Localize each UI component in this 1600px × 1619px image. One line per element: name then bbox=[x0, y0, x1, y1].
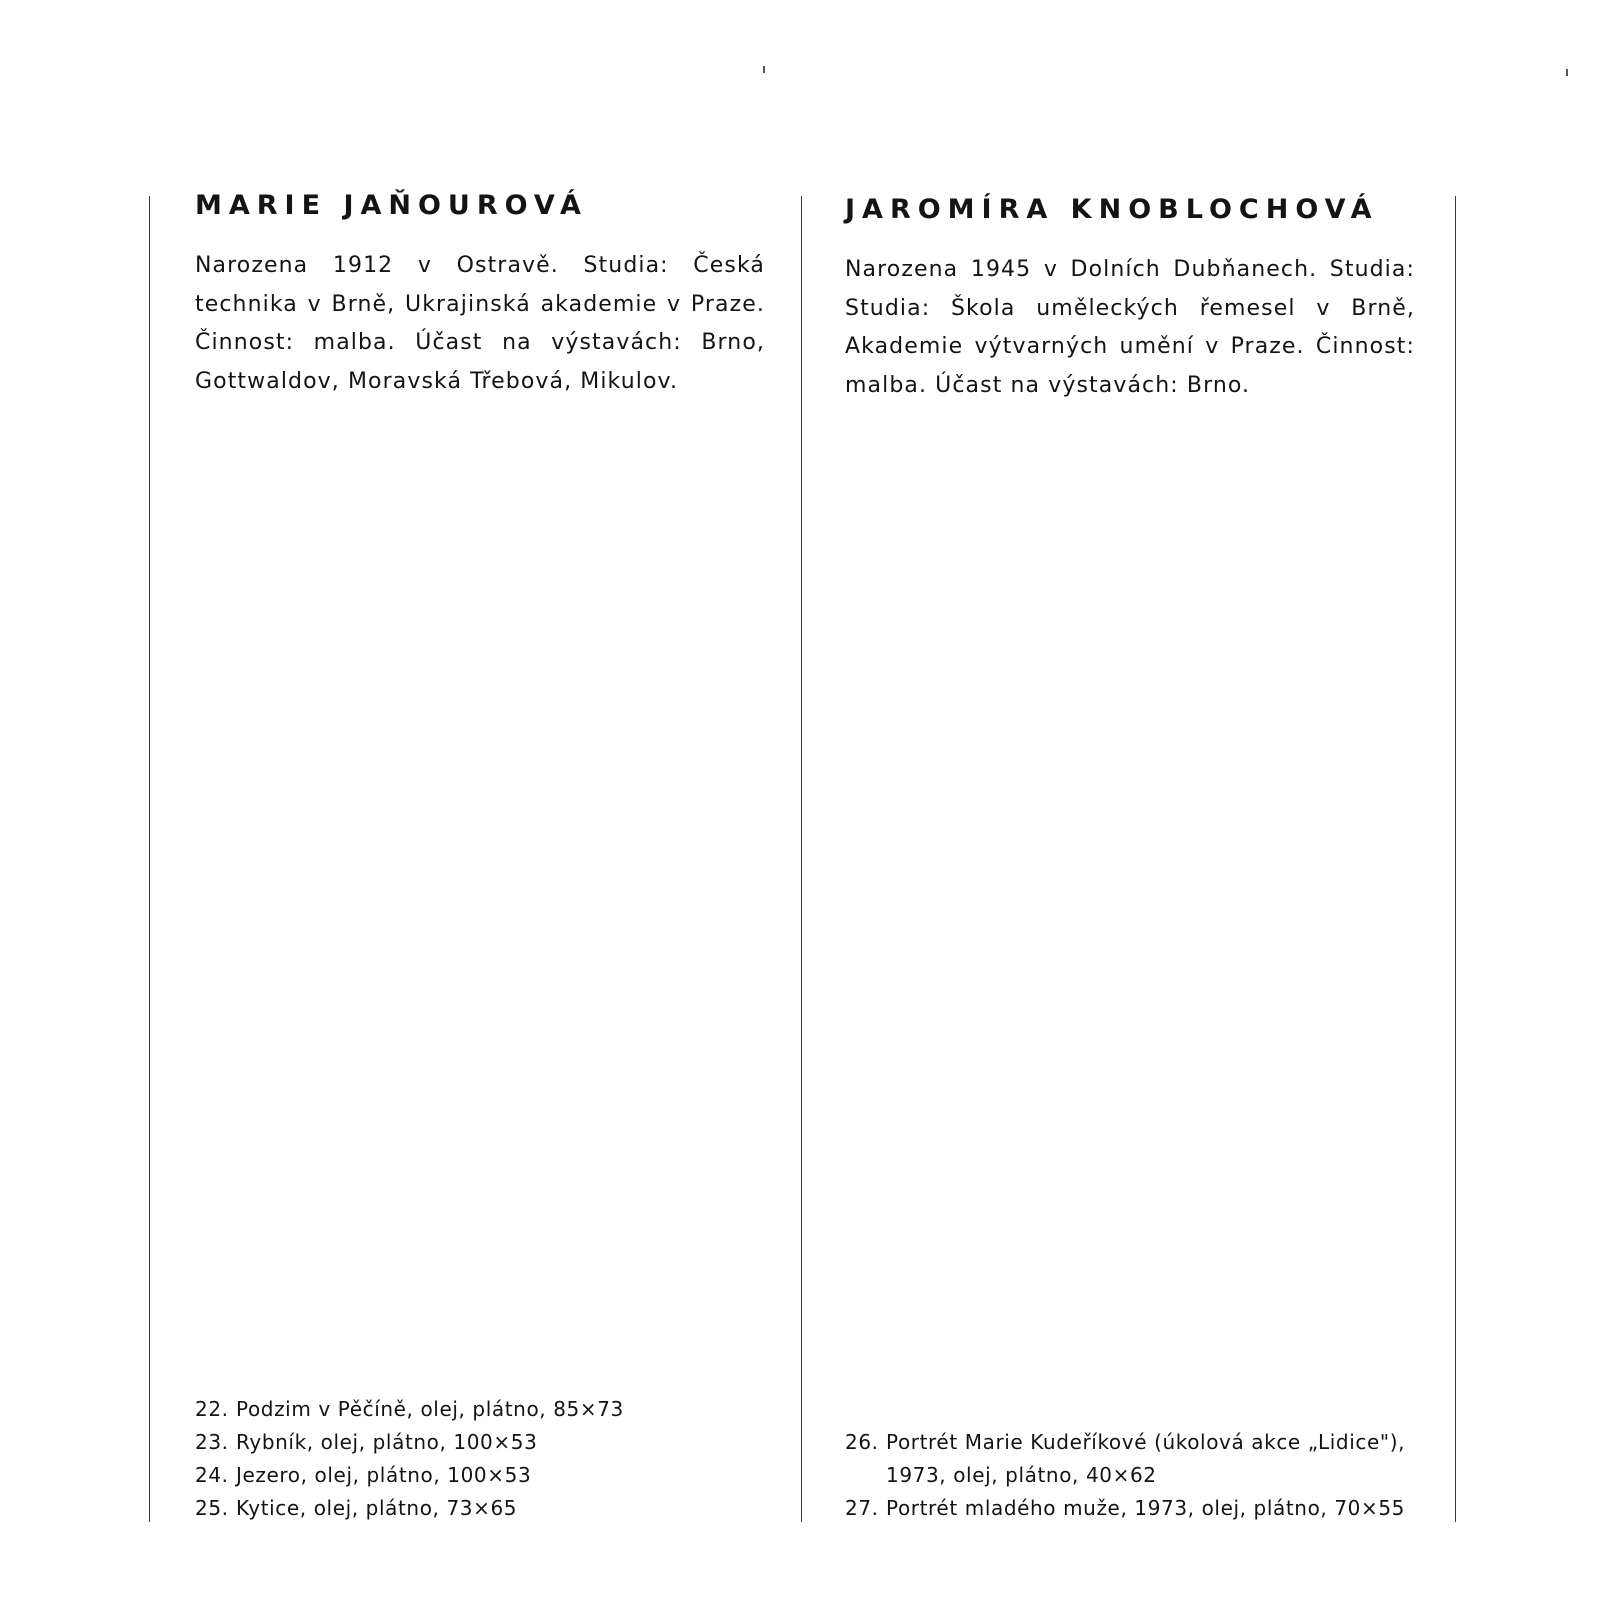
work-item bbox=[845, 1426, 1425, 1492]
works-list-right bbox=[845, 1426, 1425, 1525]
work-item bbox=[195, 1393, 755, 1426]
artist-column-right bbox=[845, 194, 1415, 405]
work-number: 27. bbox=[845, 1496, 879, 1520]
column-rule-left bbox=[149, 196, 150, 1522]
work-title: Portrét Marie Kudeříkové (úkolová akce „Lidice"), 1973, olej, plátno, 40×62 bbox=[886, 1430, 1406, 1487]
work-number: 25. bbox=[195, 1496, 229, 1520]
column-rule-middle bbox=[801, 196, 802, 1522]
work-title: Podzim v Pěčíně, olej, plátno, 85×73 bbox=[236, 1397, 624, 1421]
column-rule-right bbox=[1455, 196, 1456, 1522]
page-mark bbox=[763, 66, 765, 73]
artist-name: JAROMÍRA KNOBLOCHOVÁ bbox=[845, 194, 1379, 225]
work-title: Portrét mladého muže, 1973, olej, plátno, 70×55 bbox=[886, 1496, 1405, 1520]
artist-name: MARIE JAŇOUROVÁ bbox=[195, 190, 588, 221]
work-title: Jezero, olej, plátno, 100×53 bbox=[236, 1463, 532, 1487]
artist-bio: Narozena 1912 v Ostravě. Studia: Česká technika v Brně, Ukrajinská akademie v Praze. Činnost: malba. Účast na výstavách: Brno, Gottwaldov, Moravská Třebová, Mikulov. bbox=[195, 253, 765, 394]
work-item bbox=[195, 1492, 755, 1525]
work-number: 22. bbox=[195, 1397, 229, 1421]
work-item bbox=[845, 1492, 1425, 1525]
work-item bbox=[195, 1426, 755, 1459]
artist-column-left bbox=[195, 190, 765, 401]
work-item bbox=[195, 1459, 755, 1492]
work-title: Rybník, olej, plátno, 100×53 bbox=[236, 1430, 538, 1454]
works-list-left bbox=[195, 1393, 755, 1525]
work-number: 23. bbox=[195, 1430, 229, 1454]
work-title: Kytice, olej, plátno, 73×65 bbox=[236, 1496, 518, 1520]
artist-bio: Narozena 1945 v Dolních Dubňanech. Studia: Studia: Škola uměleckých řemesel v Brně, Akademie výtvarných umění v Praze. Činnost: malba. Účast na výstavách: Brno. bbox=[845, 257, 1415, 398]
page-mark bbox=[1566, 69, 1568, 76]
work-number: 24. bbox=[195, 1463, 229, 1487]
work-number: 26. bbox=[845, 1430, 879, 1454]
